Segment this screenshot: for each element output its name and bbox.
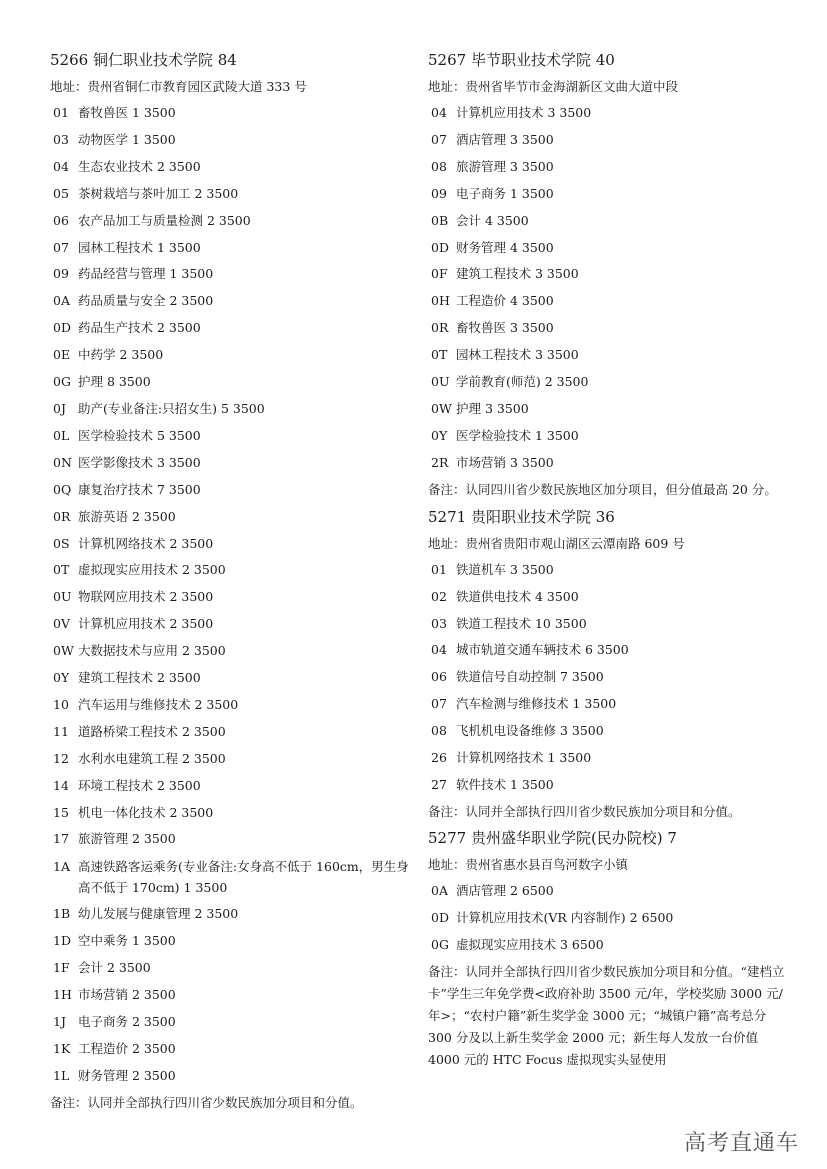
program-code: 03 <box>431 615 447 631</box>
school-note: 备注：认同并全部执行四川省少数民族加分项目和分值。 <box>50 1094 363 1110</box>
program-item <box>428 369 788 396</box>
program-item <box>50 288 415 315</box>
program-text: 财务管理 4 3500 <box>456 239 554 255</box>
program-item <box>50 504 415 531</box>
program-text: 药品质量与安全 2 3500 <box>78 293 214 309</box>
program-item <box>50 315 415 342</box>
program-item <box>50 826 415 853</box>
program-code: 0G <box>431 936 449 952</box>
school-title: 5266 铜仁职业技术学院 84 <box>50 51 237 69</box>
school-note: 备注：认同并全部执行四川省少数民族加分项目和分值。 <box>428 803 741 819</box>
program-text: 计算机网络技术 1 3500 <box>456 750 592 766</box>
program-text: 大数据技术与应用 2 3500 <box>78 643 226 659</box>
program-text: 市场营销 3 3500 <box>456 454 554 470</box>
program-item <box>50 638 415 665</box>
program-code: 01 <box>431 561 447 577</box>
program-code: 1K <box>53 1040 71 1056</box>
school-address: 地址：贵州省铜仁市教育园区武陵大道 333 号 <box>50 79 307 94</box>
right-column <box>428 47 788 1074</box>
program-code: 1D <box>53 933 71 949</box>
program-text: 铁道工程技术 10 3500 <box>456 615 587 631</box>
program-item <box>50 584 415 611</box>
program-code: 0W <box>431 400 452 416</box>
program-item <box>428 691 788 718</box>
program-code: 0D <box>53 320 71 336</box>
program-item <box>50 1036 415 1063</box>
program-item <box>428 772 788 799</box>
program-code: 04 <box>53 158 69 174</box>
program-code: 15 <box>53 804 69 820</box>
program-code: 1A <box>53 859 70 875</box>
program-item <box>428 235 788 262</box>
school-note: 备注：认同并全部执行四川省少数民族加分项目和分值。“建档立卡”学生三年免学费<政府补助 3500 元/年，学校奖励 3000 元/年>；“农村户籍”新生奖学金 3000 元；“城镇户籍”高考总分 300 分及以上新生奖学金 2000 元；新生每人发放一台价值 4000 元的 HTC Focus 虚拟现实头显使用 <box>428 963 785 1067</box>
program-text: 铁道信号自动控制 7 3500 <box>456 669 604 685</box>
program-code: 17 <box>53 831 69 847</box>
program-code: 05 <box>53 185 69 201</box>
program-code: 0E <box>53 347 71 363</box>
program-text: 环境工程技术 2 3500 <box>78 777 201 793</box>
program-code: 14 <box>53 777 69 793</box>
program-text: 畜牧兽医 3 3500 <box>456 320 554 336</box>
program-text: 计算机应用技术 3 3500 <box>456 105 592 120</box>
program-code: 0Q <box>53 481 72 497</box>
program-text: 城市轨道交通车辆技术 6 3500 <box>456 642 629 658</box>
program-item <box>50 181 415 208</box>
program-text: 酒店管理 2 6500 <box>456 882 554 898</box>
program-text: 汽车运用与维修技术 2 3500 <box>78 696 239 712</box>
school-title: 5267 毕节职业技术学院 40 <box>428 51 615 69</box>
program-text: 计算机应用技术 2 3500 <box>78 616 214 632</box>
program-item <box>50 531 415 558</box>
program-code: 03 <box>53 131 69 147</box>
program-item <box>428 127 788 154</box>
program-code: 1H <box>53 987 72 1003</box>
program-item <box>428 878 788 905</box>
program-text: 农产品加工与质量检测 2 3500 <box>78 212 251 228</box>
program-code: 27 <box>431 776 447 792</box>
program-code: 07 <box>53 239 69 255</box>
program-item <box>428 557 788 584</box>
program-code: 01 <box>53 105 69 120</box>
program-item <box>428 315 788 342</box>
program-code: 0D <box>431 909 449 925</box>
program-item <box>50 261 415 288</box>
program-code: 0H <box>431 293 450 309</box>
program-text: 酒店管理 3 3500 <box>456 131 554 147</box>
program-text: 计算机应用技术(VR 内容制作) 2 6500 <box>456 909 674 925</box>
program-code: 0A <box>431 882 448 898</box>
program-code: 1J <box>53 1014 66 1029</box>
program-item <box>50 773 415 800</box>
program-item <box>428 664 788 691</box>
program-code: 0N <box>53 454 72 470</box>
program-code: 0T <box>53 562 70 578</box>
program-text: 工程造价 4 3500 <box>456 293 554 309</box>
program-item <box>428 932 788 959</box>
program-item <box>428 450 788 477</box>
program-code: 0U <box>431 374 450 390</box>
program-item <box>50 342 415 369</box>
program-item <box>50 450 415 477</box>
program-text: 动物医学 1 3500 <box>78 131 176 147</box>
program-item <box>428 261 788 288</box>
program-text: 畜牧兽医 1 3500 <box>78 105 176 120</box>
program-item <box>50 235 415 262</box>
program-item <box>428 718 788 745</box>
program-text: 护理 3 3500 <box>456 400 529 416</box>
program-item <box>428 745 788 772</box>
program-code: 04 <box>431 105 447 120</box>
program-code: 09 <box>431 185 447 201</box>
program-text: 药品经营与管理 1 3500 <box>78 266 214 282</box>
program-code: 0Y <box>53 670 70 686</box>
program-list <box>50 901 415 1089</box>
program-code: 0L <box>53 427 70 443</box>
program-text: 汽车检测与维修技术 1 3500 <box>456 696 617 712</box>
program-code: 0S <box>53 535 70 551</box>
program-item <box>50 611 415 638</box>
program-item <box>50 208 415 235</box>
program-item <box>428 100 788 127</box>
program-item <box>428 154 788 181</box>
program-code: 1L <box>53 1067 70 1083</box>
program-item <box>428 181 788 208</box>
program-item <box>50 100 415 127</box>
program-code: 11 <box>53 723 69 739</box>
program-text: 医学影像技术 3 3500 <box>78 454 201 470</box>
program-code: 06 <box>53 212 69 228</box>
program-code: 0G <box>53 374 71 390</box>
program-text: 财务管理 2 3500 <box>78 1067 176 1083</box>
program-item <box>428 396 788 423</box>
program-item <box>50 853 415 901</box>
program-text: 道路桥梁工程技术 2 3500 <box>78 723 226 739</box>
program-list <box>428 557 788 799</box>
program-item <box>50 901 415 928</box>
program-item <box>50 1063 415 1090</box>
program-code: 08 <box>431 158 447 174</box>
program-item <box>428 611 788 638</box>
program-code: 09 <box>53 266 69 282</box>
program-text: 物联网应用技术 2 3500 <box>78 589 214 605</box>
program-code: 0Y <box>431 427 448 443</box>
program-code: 0F <box>431 266 448 282</box>
program-text: 电子商务 2 3500 <box>78 1014 176 1029</box>
program-item <box>428 342 788 369</box>
program-item <box>50 396 415 423</box>
program-code: 12 <box>53 750 69 766</box>
school-address: 地址：贵州省惠水县百鸟河数字小镇 <box>428 856 629 872</box>
program-item <box>50 423 415 450</box>
program-item <box>50 127 415 154</box>
program-item <box>50 369 415 396</box>
program-text: 中药学 2 3500 <box>78 347 164 363</box>
program-list <box>50 100 415 853</box>
program-text: 虚拟现实应用技术 2 3500 <box>78 562 226 578</box>
program-code: 0D <box>431 239 449 255</box>
program-text: 高速铁路客运乘务(专业备注:女身高不低于 160cm，男生身高不低于 170cm) 1 3500 <box>78 859 409 896</box>
program-text: 建筑工程技术 2 3500 <box>78 670 201 686</box>
program-item <box>50 154 415 181</box>
school-title: 5277 贵州盛华职业学院(民办院校) 7 <box>428 828 677 847</box>
program-code: 07 <box>431 696 447 712</box>
program-text: 生态农业技术 2 3500 <box>78 158 201 174</box>
program-code: 2R <box>431 454 449 470</box>
program-code: 0A <box>53 293 70 309</box>
program-item <box>50 982 415 1009</box>
program-item <box>50 746 415 773</box>
program-code: 07 <box>431 131 447 147</box>
program-code: 0J <box>53 400 66 416</box>
program-text: 药品生产技术 2 3500 <box>78 320 201 336</box>
program-text: 工程造价 2 3500 <box>78 1040 176 1056</box>
program-code: 0R <box>431 320 449 336</box>
program-item <box>428 637 788 664</box>
school-note: 备注：认同四川省少数民族地区加分项目，但分值最高 20 分。 <box>428 481 777 497</box>
program-item <box>428 584 788 611</box>
program-list <box>428 878 788 959</box>
program-item <box>50 692 415 719</box>
program-code: 0B <box>431 212 449 228</box>
program-code: 26 <box>431 750 447 766</box>
left-column <box>50 47 415 1116</box>
school-address: 地址：贵州省毕节市金海湖新区文曲大道中段 <box>428 79 679 94</box>
program-list <box>428 100 788 477</box>
program-text: 旅游英语 2 3500 <box>78 508 176 524</box>
program-text: 计算机网络技术 2 3500 <box>78 535 214 551</box>
program-text: 市场营销 2 3500 <box>78 987 176 1003</box>
program-item <box>50 928 415 955</box>
program-text: 建筑工程技术 3 3500 <box>456 266 579 282</box>
program-item <box>50 719 415 746</box>
program-text: 园林工程技术 3 3500 <box>456 347 579 363</box>
program-text: 学前教育(师范) 2 3500 <box>456 374 589 390</box>
program-text: 软件技术 1 3500 <box>456 776 554 792</box>
program-item <box>50 800 415 827</box>
program-item <box>50 665 415 692</box>
program-item <box>50 477 415 504</box>
school-title: 5271 贵阳职业技术学院 36 <box>428 507 615 526</box>
program-text: 园林工程技术 1 3500 <box>78 239 201 255</box>
program-code: 10 <box>53 696 69 712</box>
program-code: 0R <box>53 508 71 524</box>
program-text: 护理 8 3500 <box>78 374 151 390</box>
program-text: 旅游管理 2 3500 <box>78 831 176 847</box>
program-text: 会计 4 3500 <box>456 212 529 228</box>
program-text: 机电一体化技术 2 3500 <box>78 804 214 820</box>
program-text: 铁道供电技术 4 3500 <box>456 588 579 604</box>
program-text: 空中乘务 1 3500 <box>78 933 176 949</box>
program-code: 0T <box>431 347 448 363</box>
program-item <box>50 955 415 982</box>
program-item <box>428 288 788 315</box>
program-code: 04 <box>431 642 447 658</box>
program-code: 06 <box>431 669 447 685</box>
program-item <box>428 208 788 235</box>
program-text: 医学检验技术 5 3500 <box>78 427 201 443</box>
program-code: 02 <box>431 588 447 604</box>
program-text: 医学检验技术 1 3500 <box>456 427 579 443</box>
school-address: 地址：贵州省贵阳市观山湖区云潭南路 609 号 <box>428 535 685 551</box>
program-text: 虚拟现实应用技术 3 6500 <box>456 936 604 952</box>
program-text: 电子商务 1 3500 <box>456 185 554 201</box>
program-text: 康复治疗技术 7 3500 <box>78 481 201 497</box>
program-text: 水利水电建筑工程 2 3500 <box>78 750 226 766</box>
program-item <box>50 1009 415 1036</box>
program-text: 幼儿发展与健康管理 2 3500 <box>78 906 239 922</box>
program-text: 飞机机电设备维修 3 3500 <box>456 723 604 739</box>
program-code: 1F <box>53 960 70 976</box>
program-text: 铁道机车 3 3500 <box>456 561 554 577</box>
program-code: 08 <box>431 723 447 739</box>
program-text: 茶树栽培与茶叶加工 2 3500 <box>78 185 239 201</box>
program-code: 0W <box>53 643 74 659</box>
program-item <box>428 905 788 932</box>
program-text: 会计 2 3500 <box>78 960 151 976</box>
watermark-logo: 高考直通车 <box>683 1131 799 1156</box>
program-text: 助产(专业备注:只招女生) 5 3500 <box>78 400 265 416</box>
program-code: 0V <box>53 616 70 632</box>
program-code: 1B <box>53 906 71 922</box>
program-text: 旅游管理 3 3500 <box>456 158 554 174</box>
program-item <box>428 423 788 450</box>
program-code: 0U <box>53 589 72 605</box>
program-item <box>50 557 415 584</box>
